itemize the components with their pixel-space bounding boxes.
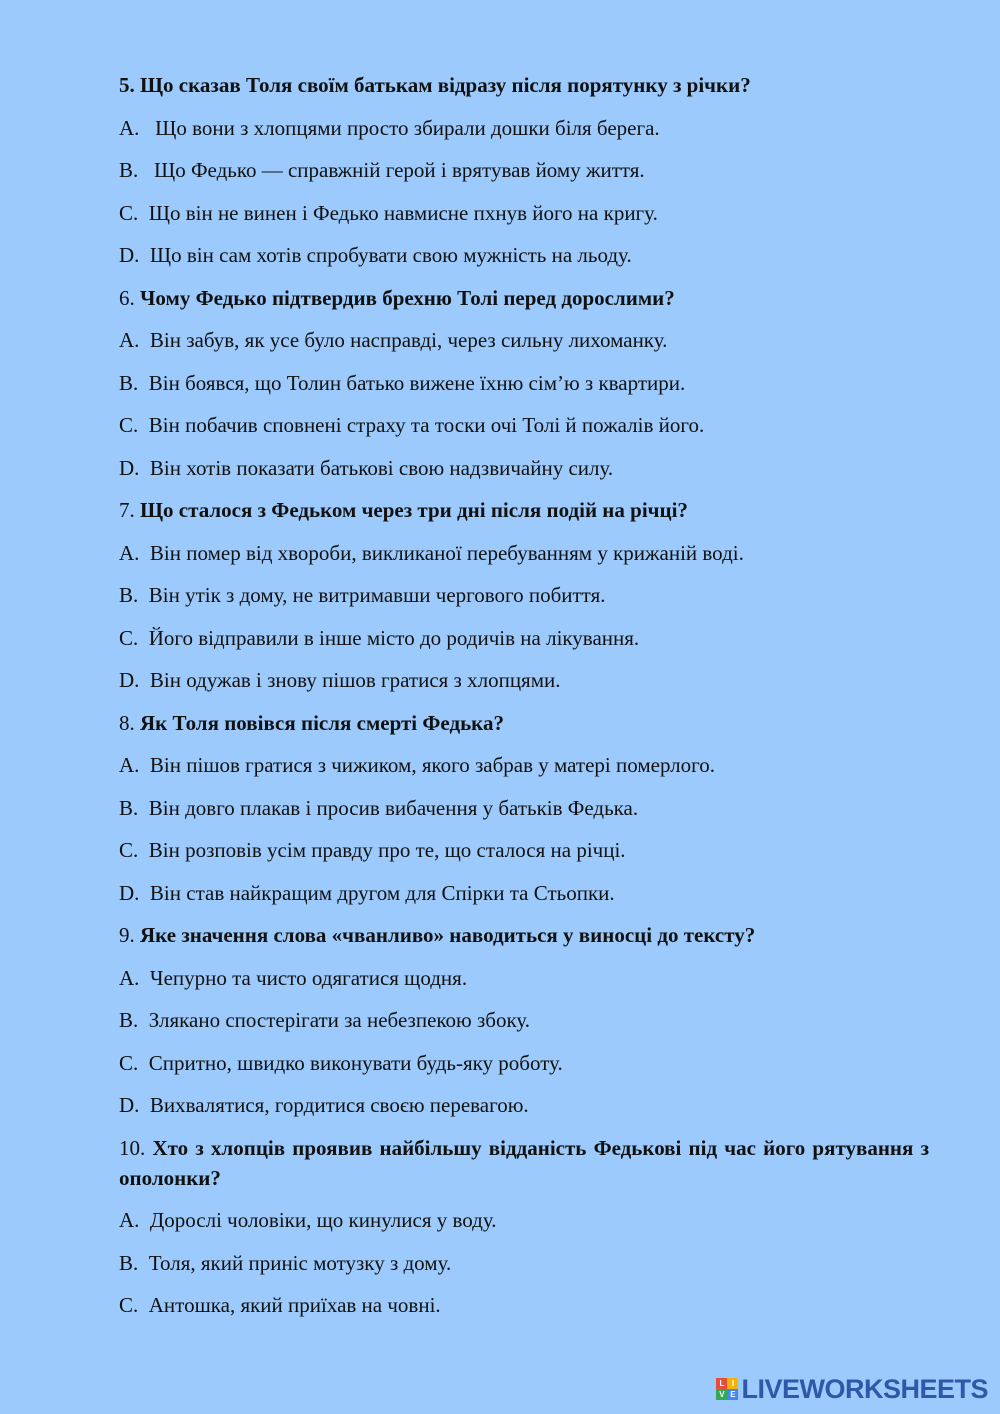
option-letter: A. bbox=[119, 1208, 140, 1232]
question-number: 10. bbox=[119, 1135, 146, 1160]
option-5d[interactable] bbox=[119, 240, 929, 270]
option-6d[interactable] bbox=[119, 453, 929, 483]
option-letter: C. bbox=[119, 1050, 139, 1075]
option-10a[interactable] bbox=[119, 1205, 929, 1235]
question-text: Що сталося з Федьком через три дні після подій на річці? bbox=[140, 498, 688, 522]
option-letter: C. bbox=[119, 200, 139, 225]
option-text: Вихвалятися, гордитися своєю перевагою. bbox=[149, 1093, 529, 1117]
worksheet-content bbox=[119, 70, 929, 1333]
option-text: Його відправили в інше місто до родичів на лікування. bbox=[148, 625, 640, 650]
option-letter: A. bbox=[119, 328, 140, 352]
logo-badge-letter: I bbox=[727, 1378, 738, 1389]
option-9a[interactable] bbox=[119, 963, 929, 993]
option-text: Він побачив сповнені страху та тоски очі Толі й пожалів його. bbox=[148, 413, 705, 437]
option-letter: D. bbox=[119, 668, 140, 692]
option-letter: A. bbox=[119, 540, 140, 565]
option-letter: A. bbox=[119, 965, 140, 990]
logo-badge-letter: L bbox=[716, 1378, 727, 1389]
option-letter: D. bbox=[119, 880, 140, 905]
option-10c[interactable] bbox=[119, 1290, 929, 1320]
option-5c[interactable] bbox=[119, 198, 929, 228]
option-text: Він пішов гратися з чижиком, якого забрав у матері померлого. bbox=[149, 753, 715, 777]
question-number: 5. bbox=[119, 73, 135, 97]
option-7d[interactable] bbox=[119, 665, 929, 695]
question-text: Що сказав Толя своїм батькам відразу після порятунку з річки? bbox=[140, 73, 751, 97]
question-6 bbox=[119, 283, 929, 313]
option-text: Він помер від хвороби, викликаної перебуванням у крижаній воді. bbox=[149, 540, 744, 565]
option-text: Спритно, швидко виконувати будь-яку роботу. bbox=[148, 1050, 563, 1075]
logo-badge-letter: E bbox=[727, 1389, 738, 1400]
option-letter: B. bbox=[119, 370, 139, 395]
option-letter: C. bbox=[119, 1293, 139, 1317]
question-5 bbox=[119, 70, 929, 100]
option-8d[interactable] bbox=[119, 878, 929, 908]
option-6a[interactable] bbox=[119, 325, 929, 355]
option-letter: B. bbox=[119, 1250, 139, 1275]
option-letter: C. bbox=[119, 413, 139, 437]
option-7b[interactable] bbox=[119, 580, 929, 610]
option-text: Він одужав і знову пішов гратися з хлопцями. bbox=[149, 668, 561, 692]
option-text: Дорослі чоловіки, що кинулися у воду. bbox=[149, 1208, 497, 1232]
option-letter: B. bbox=[119, 583, 139, 607]
option-5b[interactable] bbox=[119, 155, 929, 185]
option-text: Він утік з дому, не витримавши чергового побиття. bbox=[148, 583, 606, 607]
question-7 bbox=[119, 495, 929, 525]
question-10 bbox=[119, 1133, 929, 1193]
option-8b[interactable] bbox=[119, 793, 929, 823]
option-7c[interactable] bbox=[119, 623, 929, 653]
option-text: Толя, який приніс мотузку з дому. bbox=[148, 1250, 452, 1275]
question-number: 8. bbox=[119, 710, 135, 735]
option-5a[interactable] bbox=[119, 113, 929, 143]
question-number: 7. bbox=[119, 498, 135, 522]
option-text: Злякано спостерігати за небезпекою збоку. bbox=[148, 1008, 531, 1032]
logo-badge-icon bbox=[716, 1378, 738, 1400]
option-text: Антошка, який приїхав на човні. bbox=[148, 1293, 441, 1317]
option-letter: A. bbox=[119, 115, 140, 140]
option-text: Він довго плакав і просив вибачення у батьків Федька. bbox=[148, 795, 639, 820]
question-text: Чому Федько підтвердив брехню Толі перед дорослими? bbox=[140, 285, 675, 310]
option-text: Що він сам хотів спробувати свою мужність на льоду. bbox=[149, 243, 632, 267]
question-number: 9. bbox=[119, 923, 135, 947]
option-text: Він став найкращим другом для Спірки та Стьопки. bbox=[149, 880, 615, 905]
option-text: Що він не винен і Федько навмисне пхнув його на кригу. bbox=[148, 200, 658, 225]
question-number: 6. bbox=[119, 285, 135, 310]
option-letter: C. bbox=[119, 838, 139, 862]
option-9d[interactable] bbox=[119, 1090, 929, 1120]
option-text: Він боявся, що Толин батько вижене їхню сім’ю з квартири. bbox=[148, 370, 686, 395]
option-text: Він хотів показати батькові свою надзвичайну силу. bbox=[149, 455, 614, 480]
option-text: Що Федько — справжній герой і врятував йому життя. bbox=[154, 158, 645, 182]
option-text: Що вони з хлопцями просто збирали дошки біля берега. bbox=[155, 115, 660, 140]
option-text: Він розповів усім правду про те, що сталося на річці. bbox=[148, 838, 626, 862]
logo-wordmark: LIVEWORKSHEETS bbox=[741, 1373, 988, 1404]
option-6b[interactable] bbox=[119, 368, 929, 398]
option-letter: D. bbox=[119, 1093, 140, 1117]
option-letter: B. bbox=[119, 158, 139, 182]
option-text: Чепурно та чисто одягатися щодня. bbox=[149, 965, 468, 990]
option-letter: B. bbox=[119, 795, 139, 820]
question-8 bbox=[119, 708, 929, 738]
liveworksheets-logo[interactable] bbox=[716, 1373, 988, 1404]
question-text: Хто з хлопців проявив найбільшу відданість Федькові під час його рятування з ополонки? bbox=[119, 1135, 930, 1190]
logo-badge-letter: V bbox=[716, 1389, 727, 1400]
option-letter: D. bbox=[119, 243, 140, 267]
option-8c[interactable] bbox=[119, 835, 929, 865]
option-10b[interactable] bbox=[119, 1248, 929, 1278]
option-letter: A. bbox=[119, 753, 140, 777]
option-9b[interactable] bbox=[119, 1005, 929, 1035]
option-8a[interactable] bbox=[119, 750, 929, 780]
option-6c[interactable] bbox=[119, 410, 929, 440]
question-text: Яке значення слова «чванливо» наводиться у виносці до тексту? bbox=[140, 923, 756, 947]
option-9c[interactable] bbox=[119, 1048, 929, 1078]
question-9 bbox=[119, 920, 929, 950]
question-text: Як Толя повівся після смерті Федька? bbox=[140, 710, 504, 735]
option-7a[interactable] bbox=[119, 538, 929, 568]
option-letter: D. bbox=[119, 455, 140, 480]
option-letter: C. bbox=[119, 625, 139, 650]
option-letter: B. bbox=[119, 1008, 139, 1032]
option-text: Він забув, як усе було насправді, через сильну лихоманку. bbox=[149, 328, 668, 352]
